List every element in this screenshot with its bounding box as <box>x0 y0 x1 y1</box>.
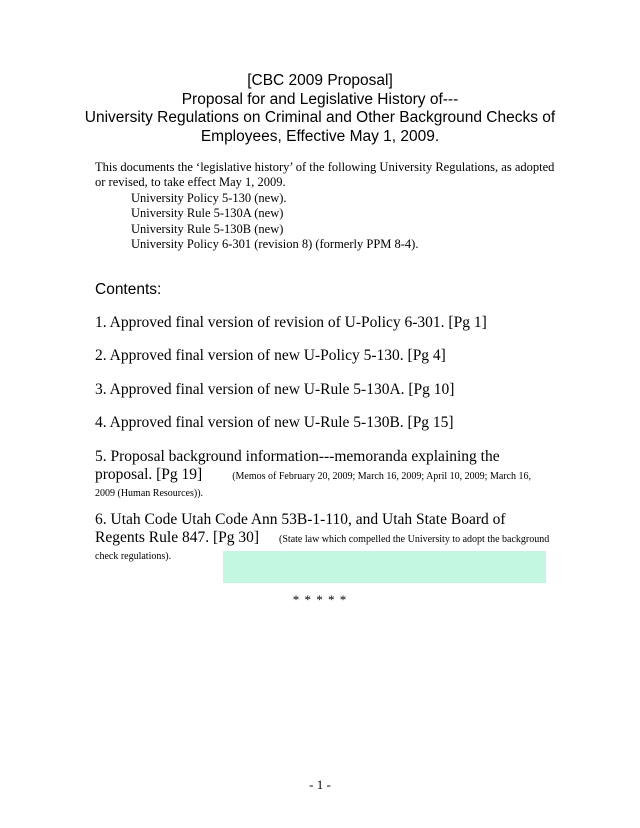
title-line-2: Proposal for and Legislative History of--- <box>181 90 459 108</box>
separator-stars: * * * * * <box>292 592 348 607</box>
contents-item-note: (Memos of February 20, 2009; March 16, 2009; April 10, 2009; March 16, 2009 (Human Resources)). <box>95 470 532 499</box>
contents-item-text: 1. Approved final version of revision of U-Policy 6-301. [Pg 1] <box>95 314 487 331</box>
page-number: - 1 - <box>309 777 331 792</box>
contents-item-3 <box>95 381 550 399</box>
contents-heading: Contents: <box>95 281 162 298</box>
contents-item-2 <box>95 347 550 365</box>
regulation-item: University Policy 5-130 (new). <box>131 191 287 205</box>
contents-item-text: 4. Approved final version of new U-Rule 5-130B. [Pg 15] <box>95 414 454 431</box>
contents-item-note: (State law which compelled the University to adopt the background check regulations). <box>95 533 550 562</box>
contents-item-text: 2. Approved final version of new U-Policy 5-130. [Pg 4] <box>95 347 446 364</box>
intro-paragraph <box>95 160 565 191</box>
highlight-box <box>223 551 546 583</box>
title-line-1: [CBC 2009 Proposal] <box>247 72 393 89</box>
contents-item-4 <box>95 414 550 432</box>
title-line-3: University Regulations on Criminal and Other Background Checks of <box>84 109 556 126</box>
contents-item-text: 5. Proposal background information---memoranda explaining the proposal. [Pg 19] <box>95 448 500 483</box>
contents-item-text: 3. Approved final version of new U-Rule 5-130A. [Pg 10] <box>95 381 455 398</box>
regulation-list <box>131 191 418 252</box>
contents-item-text: 6. Utah Code Utah Code Ann 53B-1-110, and Utah State Board of Regents Rule 847. [Pg 30] <box>95 511 506 546</box>
regulation-item: University Rule 5-130A (new) <box>131 206 284 221</box>
contents-item-5 <box>95 448 550 501</box>
regulation-item: University Rule 5-130B (new) <box>131 221 284 236</box>
contents-item-1 <box>95 314 550 332</box>
intro-text: This documents the ‘legislative history’ of the following University Regulations, as adopted or revised, to take effect May 1, 2009. <box>95 160 555 190</box>
regulation-item: University Policy 6-301 (revision 8) (formerly PPM 8-4). <box>131 236 419 251</box>
document-title <box>60 72 580 146</box>
title-line-4: Employees, Effective May 1, 2009. <box>200 127 440 145</box>
